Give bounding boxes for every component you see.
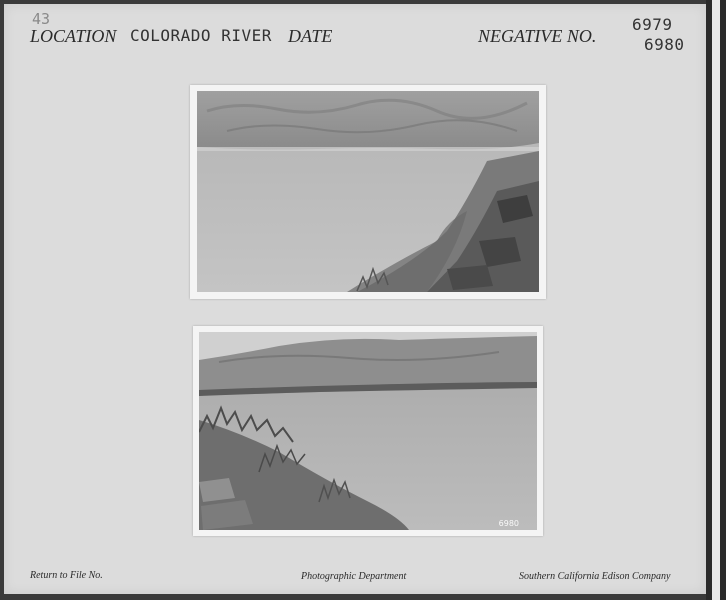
photo-river-bend xyxy=(197,91,539,292)
location-label: LOCATION xyxy=(30,26,117,46)
photo-river-shoreline xyxy=(199,332,537,530)
location-value: COLORADO RIVER xyxy=(130,26,272,45)
negative-number-2: 6980 xyxy=(644,35,685,54)
photo-mount-bottom xyxy=(193,326,543,536)
photo-river-shoreline-image xyxy=(199,332,537,530)
negative-number-1: 6979 xyxy=(632,15,673,34)
photo-bottom-print-number: 6980 xyxy=(498,519,519,528)
date-label: DATE xyxy=(288,26,333,46)
photo-mount-top xyxy=(190,85,546,299)
company-label: Southern California Edison Company xyxy=(519,571,671,582)
negative-label: NEGATIVE NO. xyxy=(478,26,597,46)
photo-river-bend-image xyxy=(197,91,539,292)
department-label: Photographic Department xyxy=(301,571,407,582)
return-to-file-label: Return to File No. xyxy=(30,570,103,581)
card-stamp-number: 43 xyxy=(32,10,51,28)
right-edge-background xyxy=(706,0,726,600)
archive-card xyxy=(4,4,706,594)
